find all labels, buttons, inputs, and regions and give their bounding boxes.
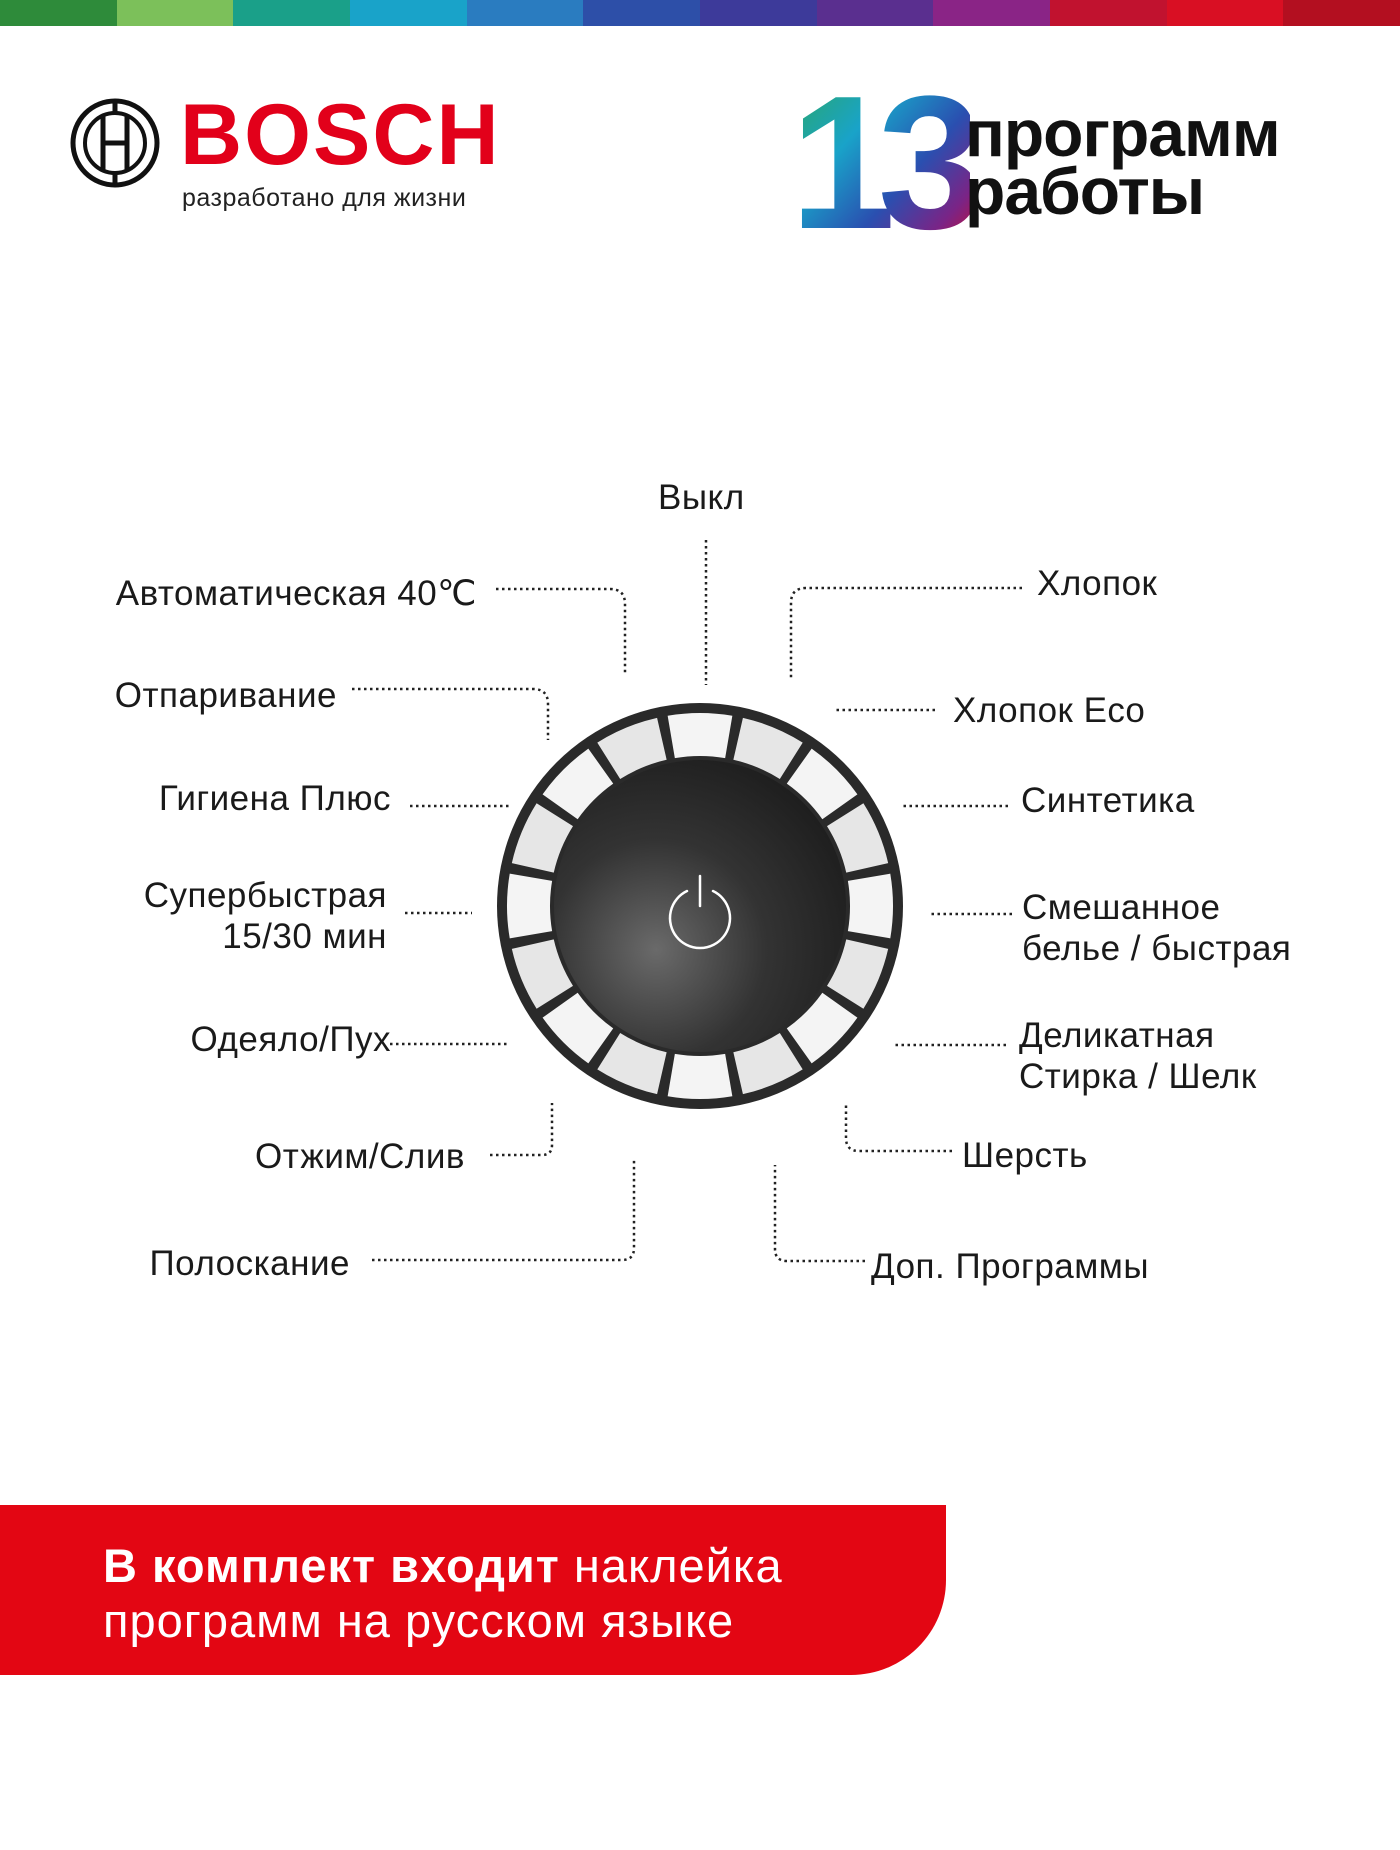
gradient-top-bar — [0, 0, 1400, 26]
header-work-label: работы — [965, 154, 1205, 228]
program-label-auto40-text: Автоматическая 40℃ — [115, 574, 477, 613]
info-banner-text — [103, 1538, 783, 1648]
dial-segment — [597, 1033, 666, 1094]
brand-name: BOSCH — [180, 87, 501, 183]
dial-segment — [668, 1054, 733, 1099]
header-programs-label: программ — [965, 96, 1280, 170]
program-label-synthetics: Синтетика — [1021, 781, 1195, 820]
program-label-duvet: Одеяло/Пух — [190, 1020, 391, 1059]
dial-ring — [497, 703, 903, 1109]
dial-segment — [512, 803, 573, 872]
dial-segment — [827, 939, 888, 1008]
program-label-extra: Доп. Программы — [871, 1247, 1150, 1286]
program-label-steam: Отпаривание — [114, 676, 337, 715]
program-label-superfast-line1: Супербыстрая — [143, 876, 387, 915]
program-label-auto40 — [116, 573, 477, 614]
banner-text-line2: программ на русском языке — [103, 1594, 735, 1647]
dial-segment — [668, 713, 733, 758]
bosch-armature-logo-icon — [70, 98, 160, 188]
program-label-cotton: Хлопок — [1037, 564, 1158, 603]
program-label-off: Выкл — [658, 478, 745, 517]
program-label-wool: Шерсть — [962, 1136, 1088, 1175]
program-label-mixed-line1: Смешанное — [1022, 888, 1221, 927]
dial-segment — [733, 718, 802, 779]
program-label-superfast — [144, 875, 387, 957]
program-label-superfast-line2: 15/30 мин — [222, 917, 387, 956]
banner-text-line1: наклейка — [559, 1539, 783, 1592]
program-label-rinse: Полоскание — [149, 1244, 350, 1283]
dial-segment — [597, 718, 666, 779]
dial-knob — [554, 760, 846, 1052]
brand-tagline: разработано для жизни — [182, 184, 467, 212]
program-label-mixed-line2: белье / быстрая — [1022, 929, 1292, 968]
dial-segment — [733, 1033, 802, 1094]
program-label-hygiene: Гигиена Плюс — [158, 779, 391, 818]
program-label-spin: Отжим/Слив — [254, 1137, 465, 1176]
program-label-cotton-eco: Хлопок Eco — [953, 691, 1146, 730]
dial-outer-rim — [497, 703, 903, 1109]
program-label-delicate-line2: Стирка / Шелк — [1019, 1057, 1257, 1096]
dial-segment — [512, 939, 573, 1008]
program-count-text: 13 — [790, 78, 966, 248]
program-label-delicate — [1019, 1015, 1257, 1097]
dial-segment — [787, 749, 858, 820]
program-count — [790, 78, 970, 248]
banner-bold-text: В комплект входит — [103, 1539, 560, 1592]
dial-segment — [507, 874, 552, 939]
dial-segment — [543, 749, 614, 820]
power-icon — [670, 876, 730, 948]
program-label-delicate-line1: Деликатная — [1019, 1016, 1215, 1055]
dial-segment — [543, 993, 614, 1064]
dial-segment — [787, 993, 858, 1064]
dial-segment — [848, 874, 893, 939]
program-label-mixed — [1022, 887, 1291, 969]
dial-segment — [827, 803, 888, 872]
